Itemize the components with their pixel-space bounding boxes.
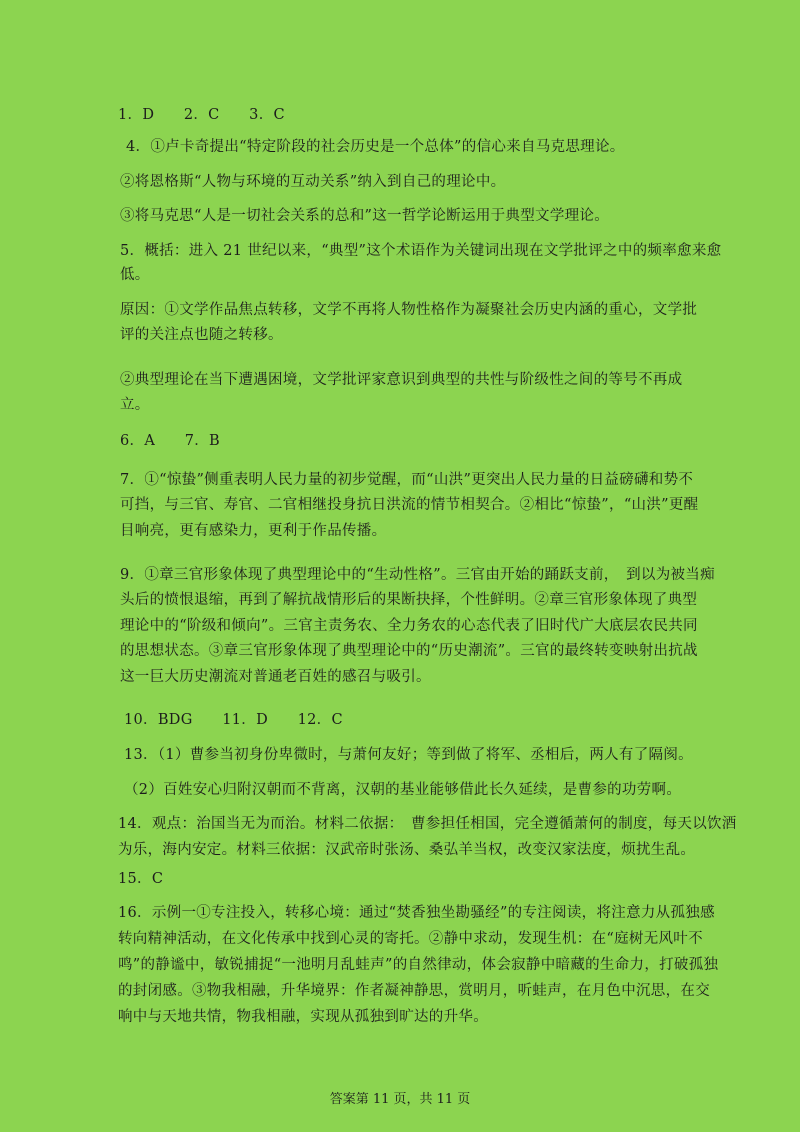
text-line: 1．D 2．C 3．C [118, 107, 285, 123]
text-line: 14．观点：治国当无为而治。材料二依据： 曹参担任相国，完全遵循萧何的制度，每天以饮酒 [118, 816, 737, 832]
text-line: 转向精神活动，在文化传承中找到心灵的寄托。②静中求动，发现生机：在“庭树无风叶不 [118, 931, 703, 947]
text-line: 13．（1）曹参当初身份卑微时，与萧何友好；等到做了将军、丞相后，两人有了隔阂。 [124, 747, 693, 763]
text-line: 可挡，与三官、寿官、二官相继投身抗日洪流的情节相契合。②相比“惊蛰”，“山洪”更醒 [120, 497, 699, 513]
text-line: 的思想状态。③章三官形象体现了典型理论中的“历史潮流”。三官的最终转变映射出抗战 [120, 643, 698, 659]
text-line: 10．BDG 11．D 12．C [124, 712, 343, 728]
text-line: ②将恩格斯“人物与环境的互动关系”纳入到自己的理论中。 [120, 174, 506, 190]
text-line: 的封闭感。③物我相融，升华境界：作者凝神静思，赏明月，听蛙声，在月色中沉思，在交 [118, 983, 710, 999]
text-line: 头后的愤恨退缩，再到了解抗战情形后的果断抉择，个性鲜明。②章三官形象体现了典型 [120, 592, 698, 608]
text-line: 5．概括：进入 21 世纪以来，“典型”这个术语作为关键词出现在文学批评之中的频率愈来愈 [120, 243, 722, 259]
text-line: 15．C [118, 871, 164, 887]
text-line: 立。 [120, 397, 150, 413]
text-line: ③将马克思“人是一切社会关系的总和”这一哲学论断运用于典型文学理论。 [120, 208, 610, 224]
text-line: 评的关注点也随之转移。 [120, 327, 283, 343]
text-line: 为乐，海内安定。材料三依据：汉武帝时张汤、桑弘羊当权，改变汉家法度，烦扰生乱。 [118, 842, 696, 858]
text-line: （2）百姓安心归附汉朝而不背离，汉朝的基业能够借此长久延续，是曹参的功劳啊。 [124, 782, 682, 798]
text-line: ②典型理论在当下遭遇困境，文学批评家意识到典型的共性与阶级性之间的等号不再成 [120, 372, 683, 388]
text-line: 4．①卢卡奇提出“特定阶段的社会历史是一个总体”的信心来自马克思理论。 [126, 139, 625, 155]
text-line: 鸣”的静谧中，敏锐捕捉“一池明月乱蛙声”的自然律动，体会寂静中暗藏的生命力，打破孤独 [118, 957, 719, 973]
text-line: 目响亮，更有感染力，更利于作品传播。 [120, 523, 387, 539]
text-line: 低。 [120, 267, 150, 283]
page-footer: 答案第 11 页，共 11 页 [329, 1092, 471, 1107]
text-line: 响中与天地共情，物我相融，实现从孤独到旷达的升华。 [118, 1009, 488, 1025]
text-line: 16．示例一①专注投入，转移心境：通过“焚香独坐勘骚经”的专注阅读，将注意力从孤独感 [118, 905, 715, 921]
text-line: 9．①章三官形象体现了典型理论中的“生动性格”。三官由开始的踊跃支前， 到以为被当痴 [120, 567, 715, 583]
text-line: 这一巨大历史潮流对普通老百姓的感召与吸引。 [120, 669, 431, 685]
text-line: 6．A 7．B [120, 433, 220, 449]
text-line: 原因：①文学作品焦点转移，文学不再将人物性格作为凝聚社会历史内涵的重心，文学批 [120, 302, 698, 318]
text-line: 7．①“惊蛰”侧重表明人民力量的初步觉醒，而“山洪”更突出人民力量的日益磅礴和势不 [120, 472, 694, 488]
text-line: 理论中的“阶级和倾向”。三官主责务农、全力务农的心态代表了旧时代广大底层农民共同 [120, 618, 698, 634]
